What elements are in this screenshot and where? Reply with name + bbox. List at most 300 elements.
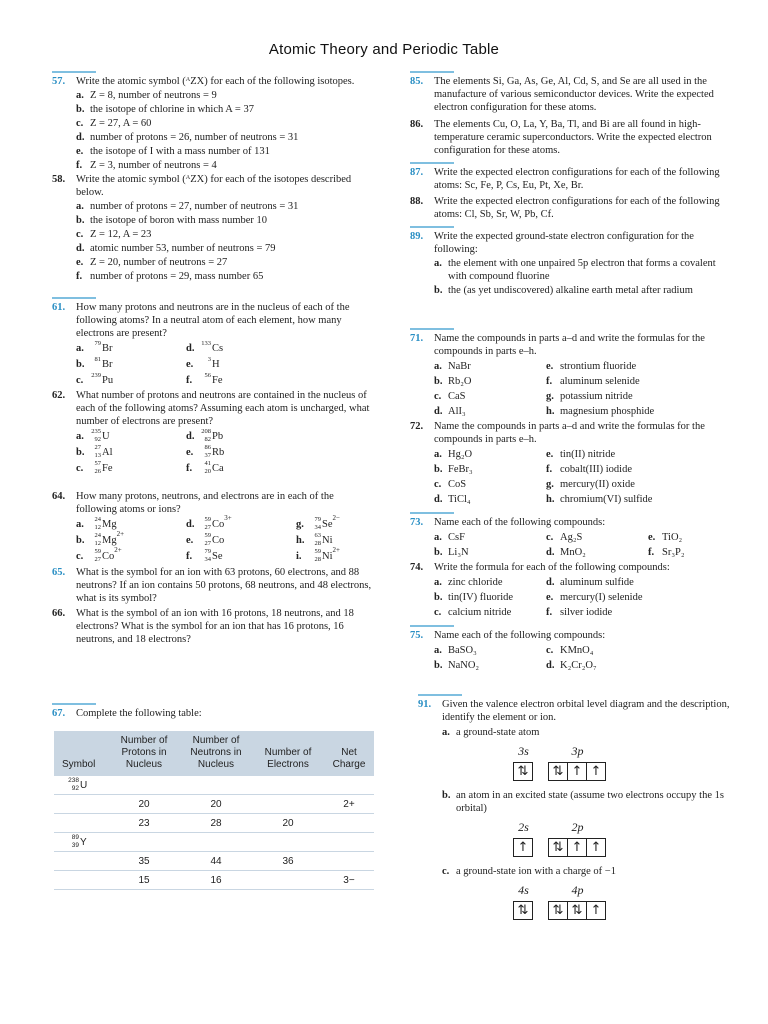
atomic-number: 82 [204,436,211,443]
isotope-notation [200,358,212,369]
element-symbol: Co [102,551,115,562]
item-text: number of protons = 26, number of neutrons = 31 [90,132,299,143]
item-text: CaS [448,391,466,402]
cell-charge: 2+ [324,795,374,814]
question-number: 66. [52,608,66,619]
item-text: Z = 27, A = 60 [90,118,152,129]
item-text: cobalt(III) iodide [560,464,633,475]
item-text: zinc chloride [448,577,503,588]
item-letter: d. [186,343,195,354]
atomic-number: 39 [71,841,79,849]
item-letter: b. [76,535,85,546]
atomic-number: 37 [204,452,211,459]
isotope-notation [200,446,212,457]
list-item [546,576,706,589]
item-letter: e. [186,535,194,546]
mass-number: 79 [94,340,101,347]
item-letter: e. [186,359,194,370]
atomic-number: 34 [204,556,211,563]
atomic-number: 28 [314,556,321,563]
orbital-boxes [514,901,533,920]
isotope-item [186,462,296,475]
section-rule [410,625,454,627]
list-item [648,546,728,559]
item-text: Ag₂S [560,532,583,543]
isotope-notation [90,550,102,561]
item-letter: b. [442,790,451,801]
question-text: Name each of the following compounds: [434,630,606,641]
question-87 [410,166,730,192]
question-number: 62. [52,390,66,401]
isotope-item [296,534,386,547]
section-rule [52,297,96,299]
list-item [434,493,546,506]
item-text: Z = 12, A = 23 [90,229,152,240]
element-symbol: Ni [322,551,333,562]
question-number: 58. [52,174,66,185]
isotope-item [186,514,296,531]
item-letter: d. [76,132,85,143]
isotope-notation [200,534,212,545]
list-item [434,463,546,476]
section-rule [52,703,96,705]
orbital-boxes [549,762,606,781]
question-text: The elements Cu, O, La, Y, Ba, Tl, and Bi are all found in high-temperature ceramic superconductors. Write the expected electron configuration for these atoms. [434,119,712,156]
cell-protons [108,833,180,852]
question-number: 67. [52,708,66,719]
item-letter: e. [648,532,656,543]
orbital-diagram [514,821,738,857]
item-text: tin(II) nitride [560,449,616,460]
atomic-number: 28 [314,540,321,547]
question-58 [52,173,372,283]
item-letter: b. [76,359,85,370]
item-text: a ground-state ion with a charge of −1 [456,866,616,877]
list-item [410,284,730,297]
ion-charge: 2+ [114,546,122,554]
isotope-item [76,446,186,459]
question-number: 65. [52,567,66,578]
list-item [418,789,738,815]
question-text: What is the symbol for an ion with 63 protons, 60 electrons, and 88 neutrons? If an ion contains 50 protons, 68 neutrons, and 48 electrons, what is its symbol? [76,567,372,604]
item-letter: f. [546,376,553,387]
column-header: Number of Protons in Nucleus [108,731,180,776]
item-letter: c. [546,645,554,656]
item-text: Sr₃P₂ [662,547,685,558]
list-item [52,256,372,269]
item-letter: c. [76,375,84,386]
section-rule [418,694,462,696]
list-item [52,270,372,283]
item-letter: a. [434,361,442,372]
orbital-box: ↑ [567,838,587,857]
mass-number: 59 [94,548,101,555]
list-item [546,478,706,491]
question-items [410,576,730,619]
list-item [546,591,706,604]
cell-electrons [252,871,324,890]
item-letter: d. [434,406,443,417]
ion-charge: 3+ [224,514,232,522]
atomic-number: 12 [94,524,101,531]
list-item [434,576,546,589]
element-symbol: U [80,779,88,791]
cell-electrons: 20 [252,814,324,833]
mass-number: 56 [204,372,211,379]
element-symbol: U [102,431,110,442]
atomic-number: 34 [314,524,321,531]
item-letter: d. [546,577,555,588]
orbital-boxes [514,838,533,857]
isotope-item [76,530,186,547]
item-letter: b. [76,215,85,226]
cell-charge: 3− [324,871,374,890]
item-letter: c. [546,532,554,543]
atomic-number: 20 [204,468,211,475]
item-letter: b. [434,376,443,387]
item-letter: d. [76,243,85,254]
item-text: TiO₂ [662,532,683,543]
cell-electrons [252,795,324,814]
question-65 [52,566,372,605]
right-column [410,71,730,298]
question-number: 85. [410,76,424,87]
atomic-number: 12 [94,540,101,547]
cell-charge [324,776,374,795]
question-parts [418,726,738,920]
isotope-table [54,731,374,890]
list-item [52,145,372,158]
subshell-label: 4s [518,883,529,897]
cell-electrons [252,833,324,852]
orbital-box: ↑ [586,901,606,920]
list-item [434,591,546,604]
item-text: number of protons = 27, number of neutrons = 31 [90,201,299,212]
orbital-diagram [514,745,738,781]
isotope-item [76,430,186,443]
list-item [434,606,546,619]
orbital-box: ⇅ [513,762,533,781]
question-number: 61. [52,302,66,313]
s-subshell [514,821,533,857]
list-item [434,360,546,373]
item-letter: c. [442,866,450,877]
item-text: an atom in an excited state (assume two electrons occupy the 1s orbital) [456,790,724,814]
question-number: 57. [52,76,66,87]
element-symbol: Fe [212,375,223,386]
isotope-item [186,374,296,387]
list-item [546,375,706,388]
item-text: mercury(II) oxide [560,479,635,490]
list-item [434,644,546,657]
element-symbol: Br [102,343,113,354]
cell-protons: 35 [108,852,180,871]
list-item [546,531,648,544]
item-letter: b. [434,592,443,603]
item-letter: a. [76,519,84,530]
item-letter: h. [546,406,555,417]
item-letter: f. [186,375,193,386]
list-item [434,531,546,544]
question-89 [410,230,730,297]
question-items [52,200,372,283]
question-text: Given the valence electron orbital level diagram and the description, identify the element or ion. [442,699,730,723]
item-letter: c. [76,229,84,240]
atomic-number: 92 [94,436,101,443]
question-items [52,430,372,475]
p-subshell [549,884,606,920]
isotope-notation [90,446,102,457]
item-text: Li₃N [448,547,469,558]
element-symbol: Mg [102,535,117,546]
isotope-item [186,430,296,443]
isotope-item [186,534,296,547]
question-number: 89. [410,231,424,242]
item-letter: d. [546,547,555,558]
item-letter: e. [546,592,554,603]
subshell-label: 2s [518,820,529,834]
item-text: aluminum selenide [560,376,640,387]
item-text: NaNO₂ [448,660,480,671]
list-item [546,546,648,559]
table-body [54,776,374,890]
orbital-box: ⇅ [548,762,568,781]
isotope-item [76,374,186,387]
isotope-notation [90,534,102,545]
isotope-item [186,446,296,459]
item-text: K₂Cr₂O₇ [560,660,597,671]
question-number: 71. [410,333,424,344]
question-57 [52,75,372,172]
item-letter: a. [434,577,442,588]
isotope-item [76,546,186,563]
cell-symbol [54,795,108,814]
question-75 [410,629,730,672]
item-text: a ground-state atom [456,727,540,738]
item-text: the isotope of chlorine in which A = 37 [90,104,254,115]
subshell-label: 3p [571,744,584,758]
item-letter: b. [434,547,443,558]
element-symbol: Ni [322,535,333,546]
atomic-number: 27 [204,540,211,547]
item-letter: f. [186,551,193,562]
item-text: CoS [448,479,467,490]
isotope-item [76,518,186,531]
item-letter: g. [296,519,304,530]
section-rule [410,512,454,514]
isotope-item [76,462,186,475]
question-text: Write the expected electron configurations for each of the following atoms: Cl, Sb, Sr, W, Pb, Cf. [434,196,720,220]
cell-electrons: 36 [252,852,324,871]
isotope-notation [310,550,322,561]
question-text: Write the formula for each of the following compounds: [434,562,670,573]
subshell-label: 2p [571,820,584,834]
p-subshell [549,821,606,857]
item-text: Rb₂O [448,376,472,387]
cell-symbol [54,776,108,795]
question-number: 86. [410,119,424,130]
cell-symbol [54,833,108,852]
isotope-notation [68,776,80,792]
item-text: KMnO₄ [560,645,594,656]
isotope-item [186,342,296,355]
question-number: 75. [410,630,424,641]
list-item [434,546,546,559]
mass-number: 27 [94,444,101,451]
section-rule [410,226,454,228]
item-letter: d. [186,519,195,530]
element-symbol: Al [102,447,113,458]
item-text: Z = 8, number of neutrons = 9 [90,90,217,101]
question-text: How many protons and neutrons are in the nucleus of each of the following atoms? In a neutral atom of each element, how many electrons are present? [76,302,350,339]
isotope-notation [90,518,102,529]
list-item [52,242,372,255]
question-text: Name the compounds in parts a–d and write the formulas for the compounds in parts e–h. [434,333,705,357]
question-text: What is the symbol of an ion with 16 protons, 18 neutrons, and 18 electrons? What is the symbol for an ion that has 16 protons, 16 neutrons, and 18 electrons? [76,608,354,645]
question-text: Write the atomic symbol (ᴬZX) for each of the isotopes described below. [76,174,352,198]
list-item [546,360,706,373]
item-letter: a. [434,449,442,460]
table-row [54,814,374,833]
orbital-boxes [514,762,533,781]
section-rule [410,328,454,330]
isotope-item [76,358,186,371]
isotope-notation [68,833,80,849]
mass-number: 41 [204,460,211,467]
list-item [52,159,372,172]
ion-charge: 2+ [116,530,125,538]
isotope-notation [90,374,102,385]
item-letter: f. [546,607,553,618]
question-88 [410,195,730,221]
atomic-number: 27 [94,556,101,563]
element-symbol: Mg [102,519,117,530]
element-symbol: Pu [102,375,114,386]
question-91 [418,698,738,920]
question-64 [52,490,372,563]
element-symbol: Br [102,359,113,370]
question-text: The elements Si, Ga, As, Ge, Al, Cd, S, and Se are all used in the manufacture of various semiconductor devices. Write the expected electron configuration for these atoms. [434,76,714,113]
section-rule [410,71,454,73]
mass-number: 89 [71,833,79,841]
question-73 [410,516,730,559]
element-symbol: Cs [212,343,224,354]
item-letter: f. [546,464,553,475]
left-column [52,71,372,647]
item-letter: b. [76,447,85,458]
question-74 [410,561,730,619]
item-letter: c. [434,607,442,618]
item-text: the (as yet undiscovered) alkaline earth metal after radium [448,285,693,296]
list-item [52,228,372,241]
isotope-notation [90,358,102,369]
isotope-notation [200,374,212,385]
column-header: Symbol [54,731,108,776]
item-letter: b. [434,660,443,671]
table-row [54,852,374,871]
element-symbol: Y [80,836,87,848]
element-symbol: Fe [102,463,113,474]
list-item [434,375,546,388]
section-rule [410,162,454,164]
element-symbol: H [212,359,220,370]
item-letter: a. [442,727,450,738]
question-items [410,257,730,297]
question-number: 91. [418,699,432,710]
item-letter: d. [186,431,195,442]
list-item [52,214,372,227]
list-item [546,659,706,672]
item-letter: e. [546,361,554,372]
orbital-boxes [549,838,606,857]
element-symbol: Se [212,551,223,562]
item-text: number of protons = 29, mass number 65 [90,271,264,282]
subshell-label: 3s [518,744,529,758]
atomic-number: 13 [94,452,101,459]
isotope-notation [200,430,212,441]
list-item [434,478,546,491]
question-items [410,531,730,559]
mass-number: 59 [204,516,211,523]
item-letter: e. [546,449,554,460]
item-letter: a. [76,343,84,354]
orbital-boxes [549,901,606,920]
atomic-number: 26 [94,468,101,475]
item-text: FeBr₃ [448,464,473,475]
item-letter: a. [434,532,442,543]
list-item [52,131,372,144]
isotope-notation [200,550,212,561]
cell-protons: 15 [108,871,180,890]
page-title: Atomic Theory and Periodic Table [268,41,500,58]
question-items [52,514,372,563]
mass-number: 3 [207,356,211,363]
item-letter: a. [76,90,84,101]
item-letter: a. [76,201,84,212]
item-text: magnesium phosphide [560,406,655,417]
isotope-notation [310,534,322,545]
list-item [410,257,730,283]
mass-number: 59 [204,532,211,539]
cell-neutrons: 16 [180,871,252,890]
list-item [434,448,546,461]
column-header: Net Charge [324,731,374,776]
section-rule [52,71,96,73]
cell-symbol [54,814,108,833]
question-71 [410,332,730,418]
question-text: Write the expected electron configurations for each of the following atoms: Sc, Fe, P, Cs, Eu, Pt, Xe, Br. [434,167,720,191]
p-subshell [549,745,606,781]
orbital-box: ⇅ [567,901,587,920]
isotope-notation [90,430,102,441]
question-85 [410,75,730,114]
list-item [434,390,546,403]
question-number: 73. [410,517,424,528]
cell-neutrons [180,833,252,852]
cell-charge [324,852,374,871]
mass-number: 57 [94,460,101,467]
question-number: 74. [410,562,424,573]
question-72 [410,420,730,506]
item-letter: h. [546,494,555,505]
item-letter: g. [546,479,554,490]
question-text: What number of protons and neutrons are contained in the nucleus of each of the following atoms? Assuming each atom is uncharged, what number of electrons are present? [76,390,370,427]
item-text: aluminum sulfide [560,577,634,588]
item-letter: b. [434,464,443,475]
item-text: the isotope of boron with mass number 10 [90,215,268,226]
table-header-row [54,731,374,776]
list-item [546,493,706,506]
